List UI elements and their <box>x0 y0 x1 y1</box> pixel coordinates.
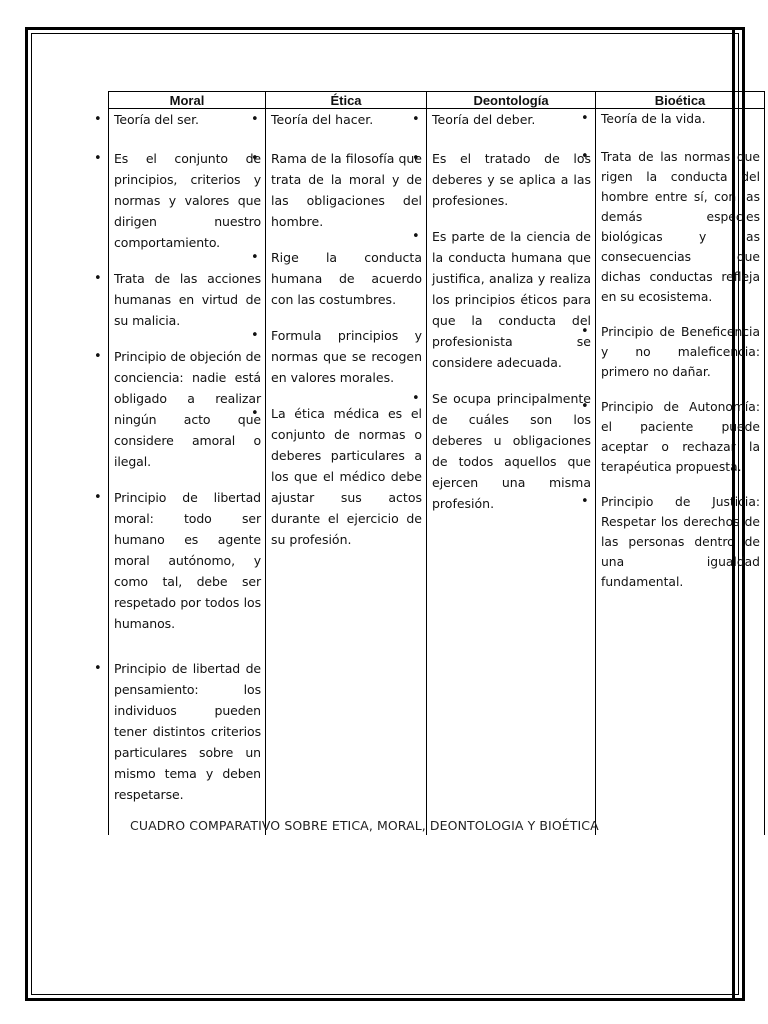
list-item: • Es el conjunto de principios, criterios y normas y valores que dirigen nuestro comportamiento. <box>114 148 261 253</box>
header-etica: Ética <box>266 92 427 109</box>
table-body-row <box>109 109 765 836</box>
list-item: • Teoría del hacer. <box>271 109 422 130</box>
column-bioetica <box>596 109 765 836</box>
list-item: • Principio de objeción de conciencia: nadie está obligado a realizar ningún acto que considere amoral o ilegal. <box>114 346 261 472</box>
list-item: • Formula principios y normas que se recogen en valores morales. <box>271 325 422 388</box>
column-etica <box>266 109 427 836</box>
list-item: • Es el tratado de los deberes y se aplica a las profesiones. <box>432 148 591 211</box>
list-item: • Principio de Justicia: Respetar los derechos de las personas dentro de una igualdad fundamental. <box>601 492 760 592</box>
column-deontologia <box>427 109 596 836</box>
list-item: • Principio de Beneficencia y no maleficencia: primero no dañar. <box>601 322 760 382</box>
list-item: • Trata de las acciones humanas en virtud de su malicia. <box>114 268 261 331</box>
list-item: • Principio de libertad de pensamiento: los individuos pueden tener distintos criterios particulares sobre un mismo tema y deben respetarse. <box>114 658 261 805</box>
column-moral <box>109 109 266 836</box>
list-item: • Rige la conducta humana de acuerdo con las costumbres. <box>271 247 422 310</box>
header-moral: Moral <box>109 92 266 109</box>
list-item: • Se ocupa principalmente de cuáles son los deberes u obligaciones de todos aquellos que ejercen una misma profesión. <box>432 388 591 514</box>
list-item: • Teoría del ser. <box>114 109 261 130</box>
list-item: • Teoría del deber. <box>432 109 591 130</box>
header-bioetica: Bioética <box>596 92 765 109</box>
list-item: • Principio de Autonomía: el paciente puede aceptar o rechazar la terapéutica propuesta. <box>601 397 760 477</box>
comparison-table <box>108 91 765 835</box>
list-item: • Principio de libertad moral: todo ser humano es agente moral autónomo, y como tal, debe ser respetado por todos los humanos. <box>114 487 261 634</box>
table-caption: CUADRO COMPARATIVO SOBRE ETICA, MORAL, DEONTOLOGIA Y BIOÉTICA <box>130 818 599 833</box>
table-header-row <box>109 92 765 109</box>
header-deontologia: Deontología <box>427 92 596 109</box>
list-item: • La ética médica es el conjunto de normas o deberes particulares a los que el médico debe ajustar sus actos durante el ejercicio de su profesión. <box>271 403 422 550</box>
list-item: • Rama de la filosofía que trata de la moral y de las obligaciones del hombre. <box>271 148 422 232</box>
list-item: • Es parte de la ciencia de la conducta humana que justifica, analiza y realiza los principios éticos para que la conducta del profesionista se considere adecuada. <box>432 226 591 373</box>
list-item: • Teoría de la vida. <box>601 109 760 129</box>
list-item: • Trata de las normas que rigen la conducta del hombre entre sí, con las demás especies biológicas y las consecuencias que dichas conductas refleja en su ecosistema. <box>601 147 760 307</box>
